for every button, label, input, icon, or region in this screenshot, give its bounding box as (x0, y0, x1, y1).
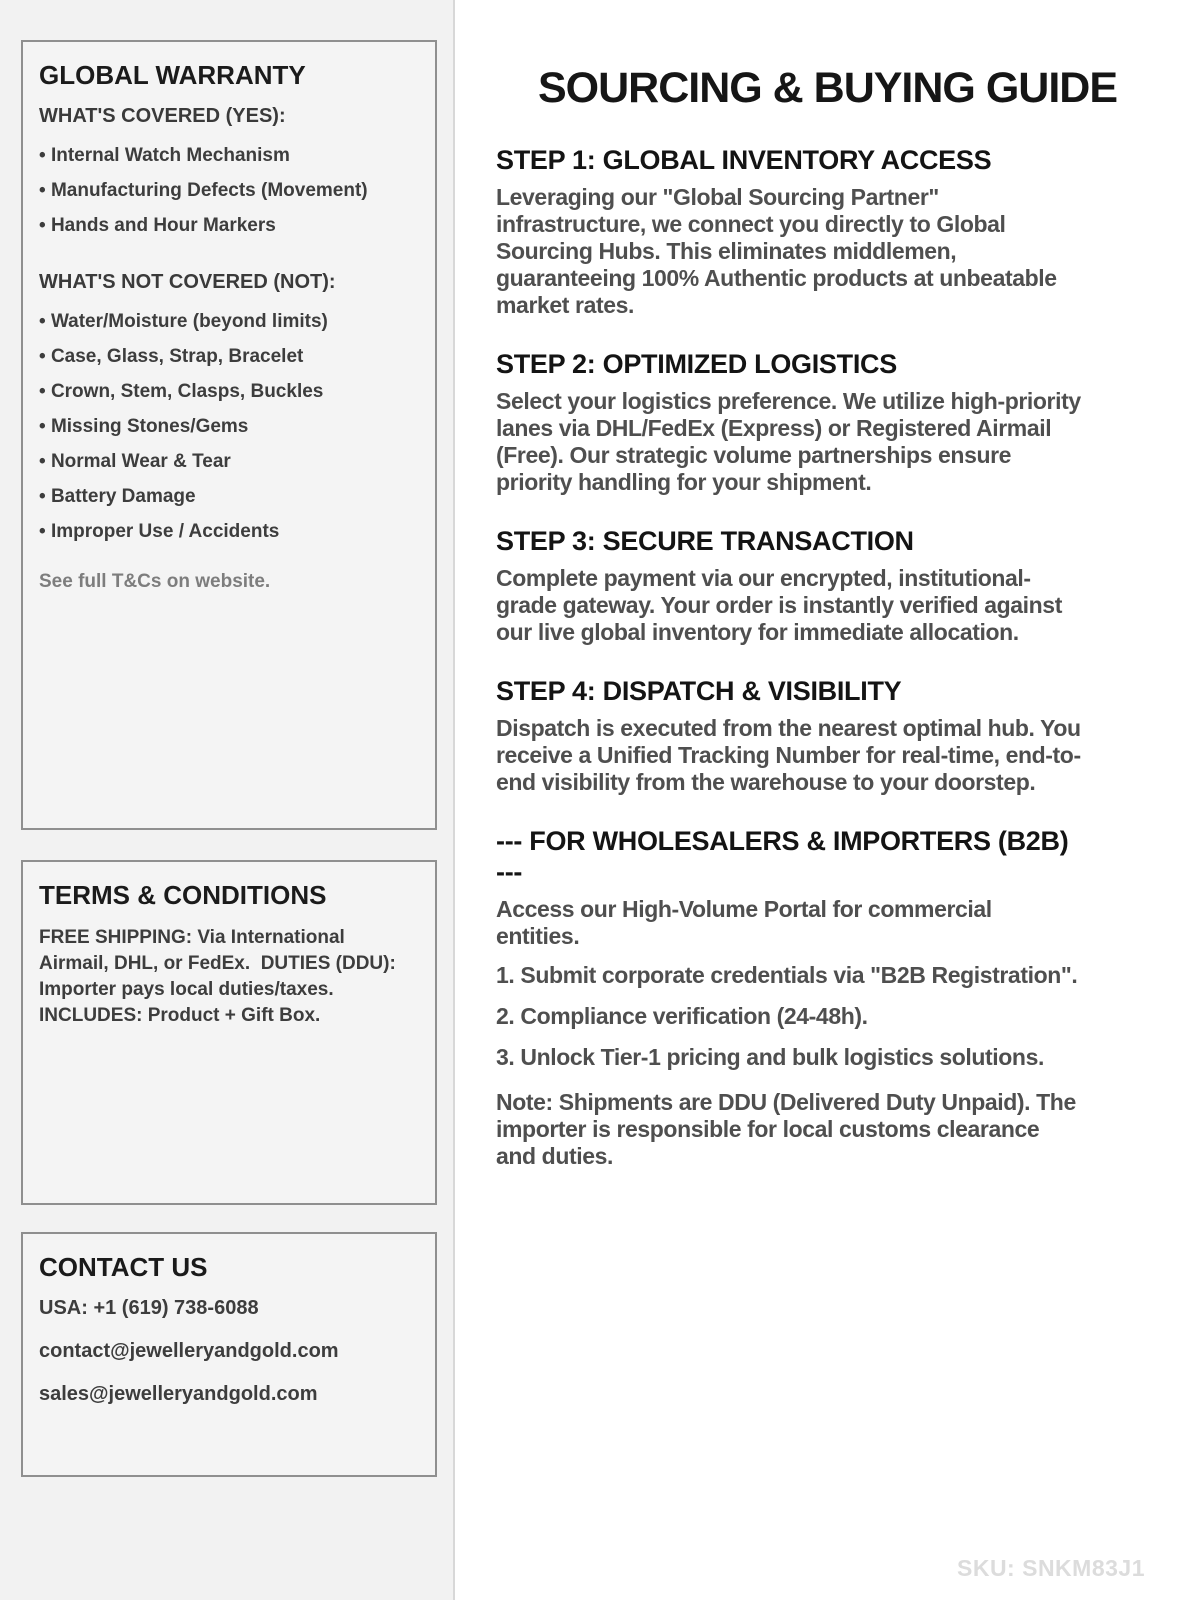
step-4-heading: STEP 4: DISPATCH & VISIBILITY (496, 676, 902, 706)
step-3-heading: STEP 3: SECURE TRANSACTION (496, 526, 914, 556)
step-1-heading: STEP 1: GLOBAL INVENTORY ACCESS (496, 145, 992, 175)
list-item: • Water/Moisture (beyond limits) (39, 312, 417, 331)
warranty-title: GLOBAL WARRANTY (39, 60, 306, 90)
step-2-body: Select your logistics preference. We utilize high-priority lanes via DHL/FedEx (Express) or Registered Airmail (Free). Our strategic volume partnerships ensure priority handling for your shipment. (496, 388, 1081, 495)
sidebar (0, 0, 455, 1600)
step-1-body: Leveraging our "Global Sourcing Partner" infrastructure, we connect you directly to Global Sourcing Hubs. This eliminates middlemen, guaranteeing 100% Authentic products at unbeatable market rates. (496, 184, 1057, 318)
step-3-body: Complete payment via our encrypted, institutional-grade gateway. Your order is instantly verified against our live global inventory for immediate allocation. (496, 565, 1062, 645)
warranty-footnote: See full T&Cs on website. (39, 571, 271, 592)
step-2-heading: STEP 2: OPTIMIZED LOGISTICS (496, 349, 897, 379)
b2b-intro: Access our High-Volume Portal for commercial entities. (496, 896, 992, 949)
list-item: • Hands and Hour Markers (39, 216, 417, 235)
b2b-note: Note: Shipments are DDU (Delivered Duty Unpaid). The importer is responsible for local customs clearance and duties. (496, 1089, 1076, 1169)
contact-title: CONTACT US (39, 1252, 208, 1282)
list-item: • Improper Use / Accidents (39, 522, 417, 541)
covered-heading: WHAT'S COVERED (YES): (39, 105, 286, 127)
list-item: • Manufacturing Defects (Movement) (39, 181, 417, 200)
b2b-step-3: 3. Unlock Tier-1 pricing and bulk logistics solutions. (496, 1044, 1044, 1070)
step-4-body: Dispatch is executed from the nearest optimal hub. You receive a Unified Tracking Number for real-time, end-to-end visibility from the warehouse to your doorstep. (496, 715, 1081, 795)
list-item: • Missing Stones/Gems (39, 417, 417, 436)
page-title: SOURCING & BUYING GUIDE (537, 64, 1118, 112)
b2b-heading: --- FOR WHOLESALERS & IMPORTERS (B2B) --- (496, 826, 1069, 887)
terms-title: TERMS & CONDITIONS (39, 880, 327, 910)
list-item: • Internal Watch Mechanism (39, 146, 417, 165)
contact-email: contact@jewelleryandgold.com (39, 1340, 339, 1362)
list-item: • Normal Wear & Tear (39, 452, 417, 471)
main-content (455, 0, 1200, 1600)
warranty-card (21, 40, 437, 830)
list-item: • Crown, Stem, Clasps, Buckles (39, 382, 417, 401)
list-item: • Battery Damage (39, 487, 417, 506)
list-item: • Case, Glass, Strap, Bracelet (39, 347, 417, 366)
terms-card (21, 860, 437, 1205)
b2b-step-1: 1. Submit corporate credentials via "B2B Registration". (496, 962, 1078, 988)
contact-sales-email: sales@jewelleryandgold.com (39, 1383, 318, 1405)
sku-label: SKU: SNKM83J1 (957, 1555, 1145, 1581)
terms-body: FREE SHIPPING: Via International Airmail, DHL, or FedEx. DUTIES (DDU): Importer pays local duties/taxes. INCLUDES: Product + Gift Box. (39, 927, 402, 1026)
guide-sections (496, 145, 1081, 1170)
not-covered-heading: WHAT'S NOT COVERED (NOT): (39, 271, 336, 293)
b2b-step-2: 2. Compliance verification (24-48h). (496, 1003, 868, 1029)
contact-phone: USA: +1 (619) 738-6088 (39, 1297, 259, 1319)
contact-card (21, 1232, 437, 1477)
